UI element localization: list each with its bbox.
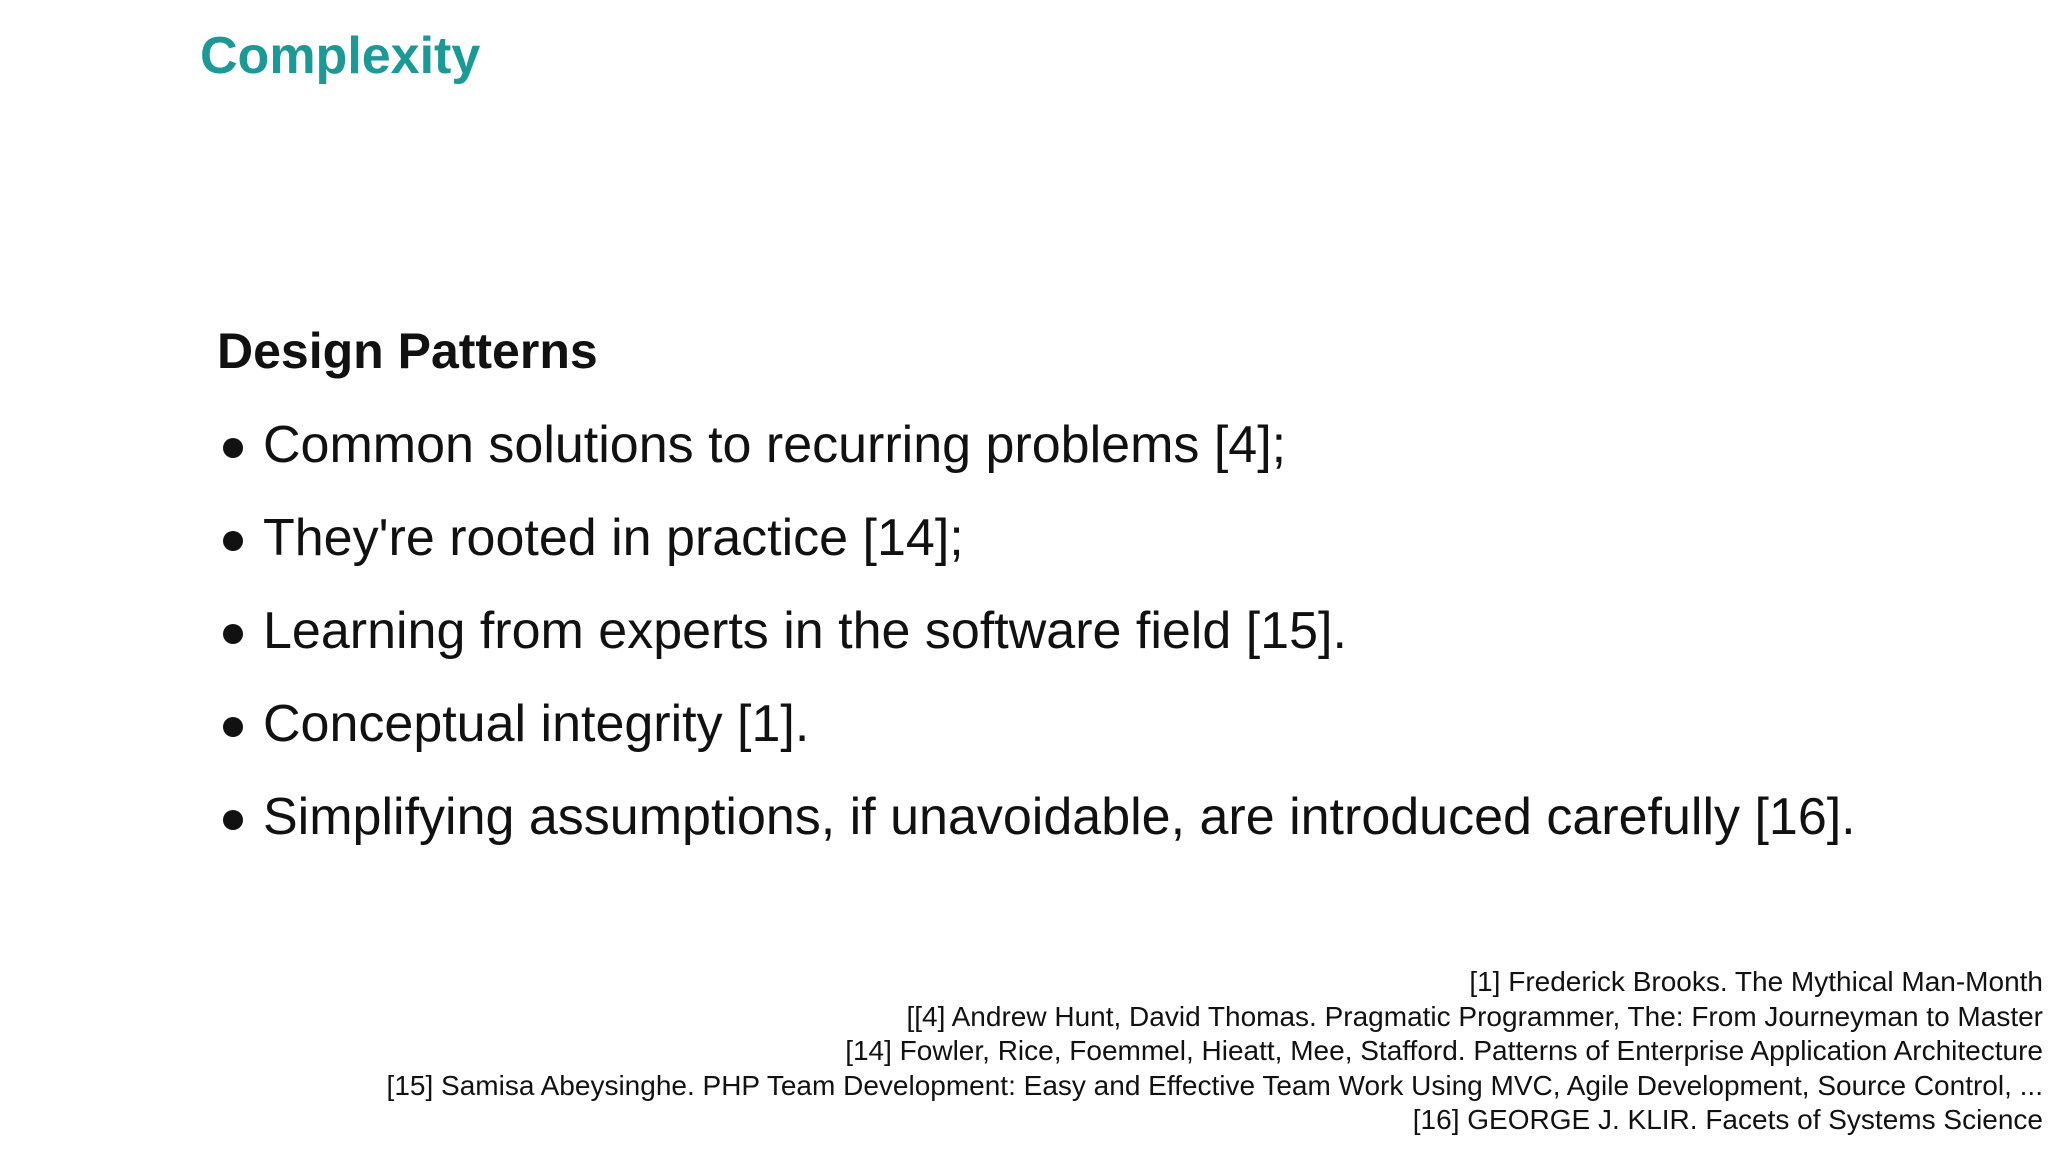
bullet-text: Conceptual integrity [1]. <box>263 695 810 753</box>
reference-item: [16] GEORGE J. KLIR. Facets of Systems Science <box>1412 1104 2043 1135</box>
bullet-dot-icon <box>223 531 243 551</box>
bullet-text: Learning from experts in the software field [15]. <box>263 602 1347 660</box>
references <box>387 965 2043 1138</box>
reference-item: [15] Samisa Abeysinghe. PHP Team Development: Easy and Effective Team Work Using MVC, Agile Development, Source Control, ... <box>386 1069 2043 1101</box>
section-heading: Design Patterns <box>217 323 598 379</box>
slide-title: Complexity <box>200 27 481 85</box>
bullet-dot-icon <box>223 717 243 737</box>
bullet-text: Simplifying assumptions, if unavoidable, are introduced carefully [16]. <box>263 788 1856 846</box>
bullet-dot-icon <box>223 810 243 830</box>
bullet-dot-icon <box>223 438 243 458</box>
reference-item: [1] Frederick Brooks. The Mythical Man-Month <box>1469 966 2043 997</box>
reference-item: [[4] Andrew Hunt, David Thomas. Pragmatic Programmer, The: From Journeyman to Master <box>906 1000 2043 1032</box>
bullet-text: They're rooted in practice [14]; <box>263 509 964 567</box>
bullet-text: Common solutions to recurring problems [4]; <box>263 416 1287 474</box>
bullet-dot-icon <box>223 624 243 644</box>
reference-item: [14] Fowler, Rice, Foemmel, Hieatt, Mee, Stafford. Patterns of Enterprise Application Architecture <box>845 1035 2043 1066</box>
